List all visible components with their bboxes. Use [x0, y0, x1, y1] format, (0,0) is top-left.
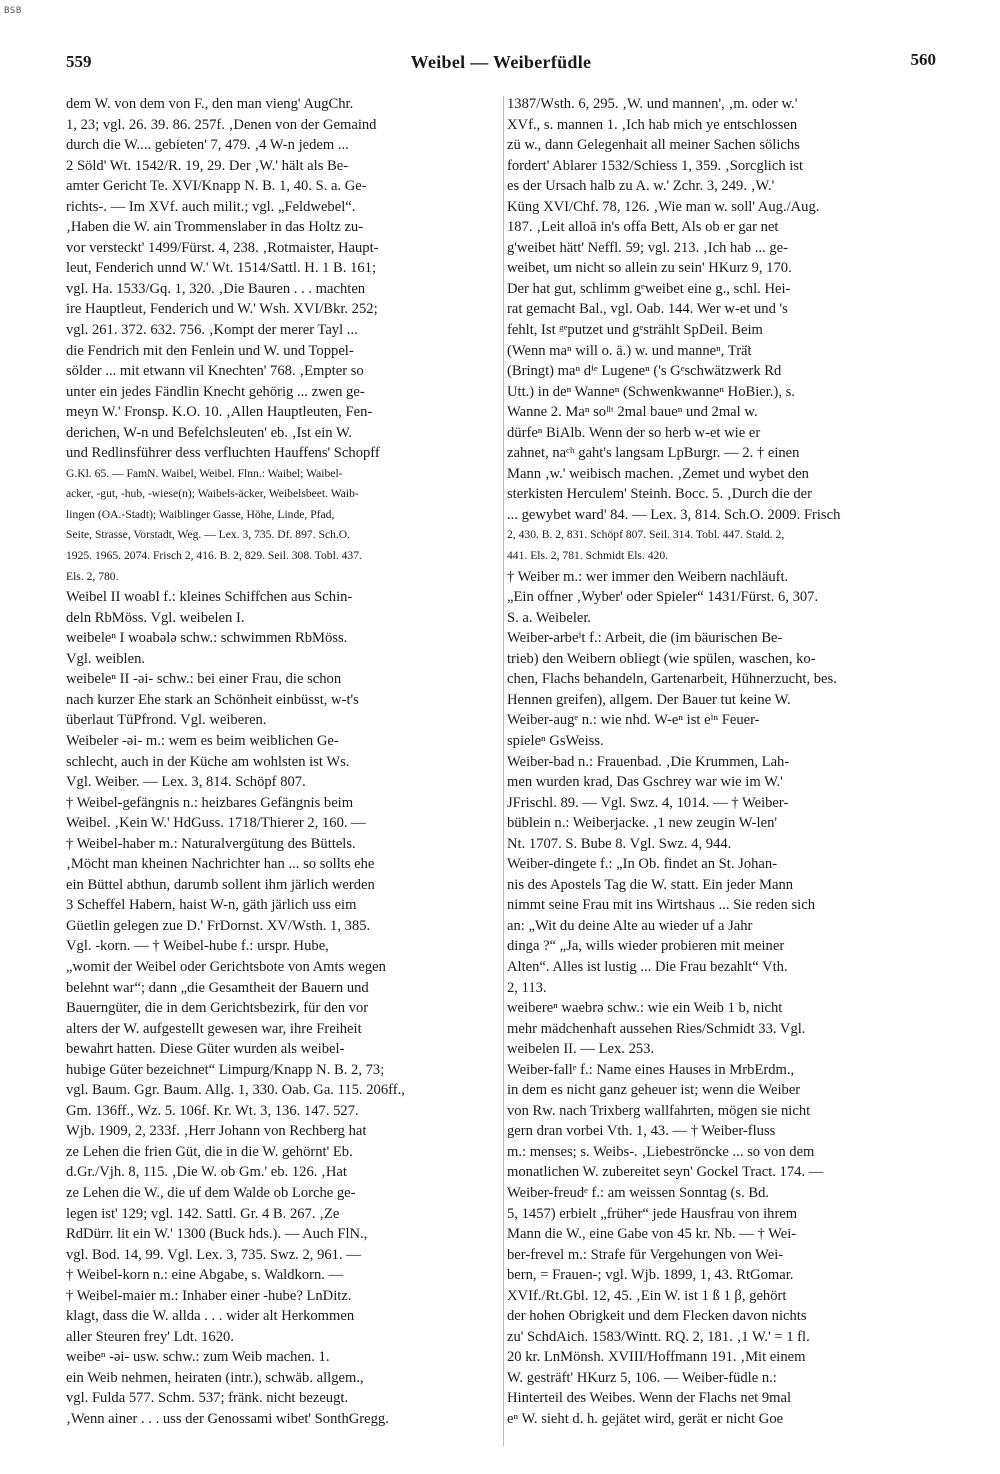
text-line: 2, 430. B. 2, 831. Schöpf 807. Seil. 314. Tobl. 447. Stald. 2, — [507, 528, 785, 542]
text-line: sterkisten Herculem' Steinh. Bocc. 5. ‚Durch die der — [507, 486, 812, 503]
column-divider — [503, 96, 504, 1446]
text-line: ber-frevel m.: Strafe für Vergehungen von Wei- — [507, 1246, 784, 1263]
text-line: unter ein jedes Fändlin Knecht gehörig ... zwen ge- — [66, 383, 365, 400]
text-line: meyn W.' Fronsp. K.O. 10. ‚Allen Hauptleuten, Fen- — [66, 404, 373, 421]
text-line: die Fendrich mit den Fenlein und W. und Toppel- — [66, 342, 354, 359]
text-line: Seite, Strasse, Vorstadt, Weg. — Lex. 3, 735. Df. 897. Sch.O. — [66, 528, 351, 542]
text-line: nimmt seine Frau mit ins Wirtshaus ... Sie reden sich — [507, 897, 816, 914]
text-line: Gm. 136ff., Wz. 5. 106f. Kr. Wt. 3, 136. 147. 527. — [66, 1102, 359, 1119]
text-line: RdDürr. lit ein W.' 1300 (Buck hds.). — Auch FlN., — [66, 1226, 368, 1243]
text-line: deln RbMöss. Vgl. weibelen I. — [66, 609, 245, 626]
text-line: 441. Els. 2, 781. Schmidt Els. 420. — [507, 549, 669, 563]
text-line: ‚Möcht man kheinen Nachrichter han ... so sollts ehe — [66, 856, 375, 873]
text-line: weibeleⁿ II -əi- schw.: bei einer Frau, die schon — [66, 671, 342, 688]
text-line: 20 kr. LnMönsh. XVIII/Hoffmann 191. ‚Mit einem — [507, 1349, 806, 1366]
text-line: vgl. Baum. Ggr. Baum. Allg. 1, 330. Oab. Ga. 115. 206ff., — [66, 1082, 405, 1099]
text-line: bern, = Frauen-; vgl. Wjb. 1899, 1, 43. RtGomar. — [507, 1267, 794, 1284]
text-line: nis des Apostels Tag die W. statt. Ein jeder Mann — [507, 876, 794, 893]
text-line: „Ein offner ‚Wyber' oder Spieler“ 1431/Fürst. 6, 307. — [507, 589, 819, 606]
text-line: büblein n.: Weiberjacke. ‚1 new zeugin W-len' — [507, 815, 777, 832]
text-line: ‚Haben die W. ain Trommenslaber in das Holtz zu- — [66, 219, 364, 236]
text-line: † Weibel-korn n.: eine Abgabe, s. Waldkorn. — — [66, 1267, 344, 1284]
text-line: Weiber-freudᵉ f.: am weissen Sonntag (s. Bd. — [507, 1184, 770, 1201]
text-line: 1, 23; vgl. 26. 39. 86. 257f. ‚Denen von der Gemaind — [66, 116, 377, 133]
text-line: ein Büttel abthun, darumb sollent ihm järlich werden — [66, 876, 375, 893]
text-line: Utt.) in deⁿ Wanneⁿ (Schwenkwanneⁿ HoBier.), s. — [507, 383, 795, 400]
text-line: fehlt, Ist ᵍᵉputzet und gᵉstrählt SpDeil. Beim — [507, 322, 763, 339]
text-line: Els. 2, 780. — [66, 569, 119, 583]
text-line: 3 Scheffel Habern, haist W-n, gäth järlich uss eim — [66, 897, 357, 914]
text-line: Weiber-fallᵉ f.: Name eines Hauses in MrbErdm., — [507, 1061, 795, 1078]
text-line: m.: menses; s. Weibs-. ‚Liebeströncke ... so von dem — [507, 1143, 815, 1160]
text-line: weibeleⁿ I woabələ schw.: schwimmen RbMöss. — [66, 630, 348, 647]
text-line: vgl. Ha. 1533/Gq. 1, 320. ‚Die Bauren . . . machten — [66, 280, 366, 297]
page-number-right: 560 — [910, 50, 936, 69]
page-number-left: 559 — [66, 52, 92, 71]
text-line: und Redlinsführer dess verfluchten Hauffens' Schopff — [66, 445, 380, 462]
text-line: spieleⁿ GsWeiss. — [507, 732, 604, 749]
text-line: derichen, W-n und Befelchsleuten' eb. ‚Ist ein W. — [66, 424, 353, 441]
text-line: mehr mädchenhaft aussehen Ries/Schmidt 33. Vgl. — [507, 1020, 806, 1037]
library-stamp: BSB — [4, 6, 22, 16]
text-line: dinga ?“ „Ja, wills wieder probieren mit meiner — [507, 938, 785, 955]
text-line: ze Lehen die W., die uf dem Walde ob Lorche ge- — [66, 1184, 356, 1201]
text-line: zü w., dann Gelegenhait all meiner Sachen sölichs — [507, 137, 800, 154]
text-line: schlecht, auch in der Küche am wohlsten ist Ws. — [66, 753, 350, 770]
right-column — [507, 94, 940, 1430]
text-line: Weiber-augᵉ n.: wie nhd. W-eⁿ ist eⁱⁿ Feuer- — [507, 712, 760, 729]
text-line: trieb) den Weibern obliegt (wie spülen, waschen, ko- — [507, 650, 816, 667]
text-line: Weiber-dingete f.: „In Ob. findet an St. Johan- — [507, 856, 778, 873]
text-line: Mann ‚w.' weibisch machen. ‚Zemet und wybet den — [507, 465, 809, 482]
text-line: † Weibel-haber m.: Naturalvergütung des Büttels. — [66, 835, 356, 852]
text-line: chen, Flachs behandeln, Gartenarbeit, Hühnerzucht, bes. — [507, 671, 837, 688]
text-line: acker, -gut, -hub, -wiese(n); Waibels-äcker, Weibelsbeet. Waib- — [66, 487, 359, 501]
text-line: alters der W. aufgestellt gewesen war, ihre Freiheit — [66, 1020, 362, 1037]
text-line: vgl. 261. 372. 632. 756. ‚Kompt der merer Tayl ... — [66, 322, 358, 339]
running-title: Weibel — Weiberfüdle — [410, 52, 592, 72]
text-line: (Bringt) maⁿ dⁱᵉ Lugeneⁿ ('s Gᵉschwätzwerk Rd — [507, 363, 782, 380]
text-line: ein Weib nehmen, heiraten (intr.), schwäb. allgem., — [66, 1369, 364, 1386]
text-line: Bauerngüter, die in dem Gerichtsbezirk, für den vor — [66, 1000, 369, 1017]
text-line: Vgl. weiblen. — [66, 650, 146, 667]
text-line: „womit der Weibel oder Gerichtsbote von Amts wegen — [66, 958, 386, 975]
text-line: hubige Güter bezeichnet“ Limpurg/Knapp N. B. 2, 73; — [66, 1061, 385, 1078]
text-line: men wurden krad, Das Gschrey war wie im W.' — [507, 774, 783, 791]
text-line: Der hat gut, schlimm gᵉweibet eine g., schl. Hei- — [507, 280, 791, 297]
text-line: weibelen II. — Lex. 253. — [507, 1041, 655, 1058]
text-line: Küng XVI/Chf. 78, 126. ‚Wie man w. soll' Aug./Aug. — [507, 198, 820, 215]
text-line: ‚Wenn ainer . . . uss der Genossami wibet' SonthGregg. — [66, 1411, 389, 1427]
left-column — [66, 94, 499, 1430]
text-line: Weibel. ‚Kein W.' HdGuss. 1718/Thierer 2, 160. — — [66, 815, 366, 832]
text-line: S. a. Weibeler. — [507, 609, 592, 626]
text-line: Weiber-arbeⁱt f.: Arbeit, die (im bäurischen Be- — [507, 630, 783, 647]
text-line: Alten“. Alles ist lustig ... Die Frau bezahlt“ Vth. — [507, 958, 788, 975]
text-line: Weibel II woabl f.: kleines Schiffchen aus Schin- — [66, 589, 353, 606]
text-line: aller Steuren frey' Ldt. 1620. — [66, 1328, 234, 1345]
text-line: Mann die W., eine Gabe von 45 kr. Nb. — † Wei- — [507, 1226, 797, 1243]
text-line: weibet, um nicht so allein zu sein' HKurz 9, 170. — [507, 260, 792, 277]
text-line: leut, Fenderich unnd W.' Wt. 1514/Sattl. H. 1 B. 161; — [66, 260, 377, 277]
text-line: zahnet, naᶜʰ gaht's langsam LpBurgr. — 2. † einen — [507, 445, 800, 462]
text-line: von Rw. nach Trixberg wallfahrten, mögen sie nicht — [507, 1102, 811, 1119]
text-line: ire Hauptleut, Fenderich und W.' Wsh. XVI/Bkr. 252; — [66, 301, 378, 318]
text-line: XVIf./Rt.Gbl. 12, 45. ‚Ein W. ist 1 ß 1 β, gehört — [507, 1287, 787, 1304]
text-line: fordert' Ablarer 1532/Schiess 1, 359. ‚Sorcglich ist — [507, 157, 804, 174]
text-line: Weibeler -əi- m.: wem es beim weiblichen Ge- — [66, 732, 339, 749]
text-line: (Wenn maⁿ will o. ä.) w. und manneⁿ, Trä̈t — [507, 342, 752, 359]
text-line: durch die W.... gebieten' 7, 479. ‚4 W-n jedem ... — [66, 137, 349, 154]
text-line: G.Kl. 65. — FamN. Waibel, Weibel. Flnn.: Waibel; Waibel- — [66, 466, 343, 480]
text-line: monatlichen W. zubereitet seyn' Gockel Tract. 174. — — [507, 1164, 824, 1181]
text-line: legen ist' 129; vgl. 142. Sattl. Gr. 4 B. 267. ‚Ze — [66, 1205, 340, 1222]
text-line: g'weibet hätt' Neffl. 59; vgl. 213. ‚Ich hab ... ge- — [507, 239, 788, 256]
text-line: es der Ursach halb zu A. w.' Zchr. 3, 249. ‚W.' — [507, 178, 775, 195]
text-line: Güetlin gelegen zue D.' FrDornst. XV/Wsth. 1, 385. — [66, 917, 371, 934]
text-line: richts-. — Im XVf. auch milit.; vgl. „Feldwebel“. — [66, 198, 356, 215]
text-line: zu' SchdAich. 1583/Wintt. RQ. 2, 181. ‚1 W.' = 1 fl. — [507, 1328, 810, 1345]
text-line: vor versteckt' 1499/Fürst. 4, 238. ‚Rotmaister, Haupt- — [66, 239, 379, 256]
text-line: W. gesträft' HKurz 5, 106. — Weiber-füdle n.: — [507, 1369, 777, 1386]
text-line: 5, 1457) erbielt „früher“ jede Hausfrau von ihrem — [507, 1205, 798, 1222]
text-line: XVf., s. mannen 1. ‚Ich hab mich ye entschlossen — [507, 116, 798, 133]
text-line: dürfeⁿ BiAlb. Wenn der so herb w-et wie er — [507, 424, 761, 441]
text-line: weibeⁿ -əi- usw. schw.: zum Weib machen. 1. — [66, 1349, 330, 1366]
page-header — [66, 52, 936, 82]
text-line: sölder ... mit etwann vil Knechten' 768. ‚Empter so — [66, 363, 364, 380]
text-line: † Weibel-gefängnis n.: heizbares Gefängnis beim — [66, 794, 354, 811]
text-line: belehnt war“; dann „die Gesamtheit der Bauern und — [66, 979, 369, 996]
text-line: 187. ‚Leit alloā in's offa Bett, Als ob er gar net — [507, 219, 779, 236]
text-line: vgl. Fulda 577. Schm. 537; fränk. nicht bezeugt. — [66, 1390, 349, 1407]
text-line: Hennen greifen), allgem. Der Bauer tut keine W. — [507, 691, 791, 708]
text-line: nach kurzer Ehe stark an Schönheit einbüsst, w-t's — [66, 691, 359, 708]
text-line: dem W. von dem von F., den man vieng' AugChr. — [66, 96, 354, 112]
text-line: Nt. 1707. S. Bube 8. Vgl. Swz. 4, 944. — [507, 835, 732, 852]
text-line: der hohen Obrigkeit und dem Flecken davon nichts — [507, 1308, 807, 1325]
text-line: † Weibel-maier m.: Inhaber einer -hube? LnDitz. — [66, 1287, 352, 1304]
text-line: ze Lehen die frien Güt, die in die W. gehörnt' Eb. — [66, 1143, 353, 1160]
text-line: rat gemacht Bal., vgl. Oab. 144. Wer w-et und 's — [507, 301, 788, 318]
text-line: gern dran vorbei Vth. 1, 43. — † Weiber-fluss — [507, 1123, 776, 1140]
text-line: amter Gericht Te. XVI/Knapp N. B. 1, 40. S. a. Ge- — [66, 178, 367, 195]
text-line: 2 Söld' Wt. 1542/R. 19, 29. Der ‚W.' hält als Be- — [66, 157, 349, 174]
text-line: eⁿ W. sieht d. h. gejätet wird, gerät er nicht Goe — [507, 1411, 784, 1427]
text-line: Vgl. Weiber. — Lex. 3, 814. Schöpf 807. — [66, 774, 306, 791]
text-line: Hinterteil des Weibes. Wenn der Flachs net 9mal — [507, 1390, 792, 1407]
text-line: Vgl. -korn. — † Weibel-hube f.: urspr. Hube, — [66, 938, 329, 955]
text-line: in dem es nicht ganz geheuer ist; wenn die Weiber — [507, 1082, 801, 1099]
text-line: lingen (OA.-Stadt); Waiblinger Gasse, Höhe, Linde, Pfad, — [66, 507, 335, 521]
text-line: weibereⁿ waebrə schw.: wie ein Weib 1 b, nicht — [507, 1000, 783, 1017]
text-line: Wjb. 1909, 2, 233f. ‚Herr Johann von Rechberg hat — [66, 1123, 367, 1140]
text-line: 1925. 1965. 2074. Frisch 2, 416. B. 2, 829. Seil. 308. Tobl. 437. — [66, 549, 362, 563]
text-line: überlaut TüPfrond. Vgl. weiberen. — [66, 712, 267, 729]
text-line: ... gewybet ward' 84. — Lex. 3, 814. Sch.O. 2009. Frisch — [507, 506, 841, 523]
text-line: 2, 113. — [507, 979, 547, 996]
text-line: klagt, dass die W. allda . . . wider alt Herkommen — [66, 1308, 355, 1325]
text-line: an: „Wit du deine Alte au wieder uf a Jahr — [507, 917, 753, 934]
text-line: vgl. Bod. 14, 99. Vgl. Lex. 3, 735. Swz. 2, 961. — — [66, 1246, 361, 1263]
text-line: 1387/Wsth. 6, 295. ‚W. und mannen', ‚m. oder w.' — [507, 96, 798, 112]
text-line: Wanne 2. Maⁿ soˡˡᵗ 2mal baueⁿ und 2mal w. — [507, 404, 758, 421]
text-line: Weiber-bad n.: Frauenbad. ‚Die Krummen, Lah- — [507, 753, 790, 770]
text-line: JFrischl. 89. — Vgl. Swz. 4, 1014. — † Weiber- — [507, 794, 789, 811]
text-line: † Weiber m.: wer immer den Weibern nachläuft. — [507, 568, 789, 585]
text-line: bewahrt hatten. Diese Güter wurden als weibel- — [66, 1041, 345, 1058]
text-line: d.Gr./Vjh. 8, 115. ‚Die W. ob Gm.' eb. 126. ‚Hat — [66, 1164, 347, 1181]
